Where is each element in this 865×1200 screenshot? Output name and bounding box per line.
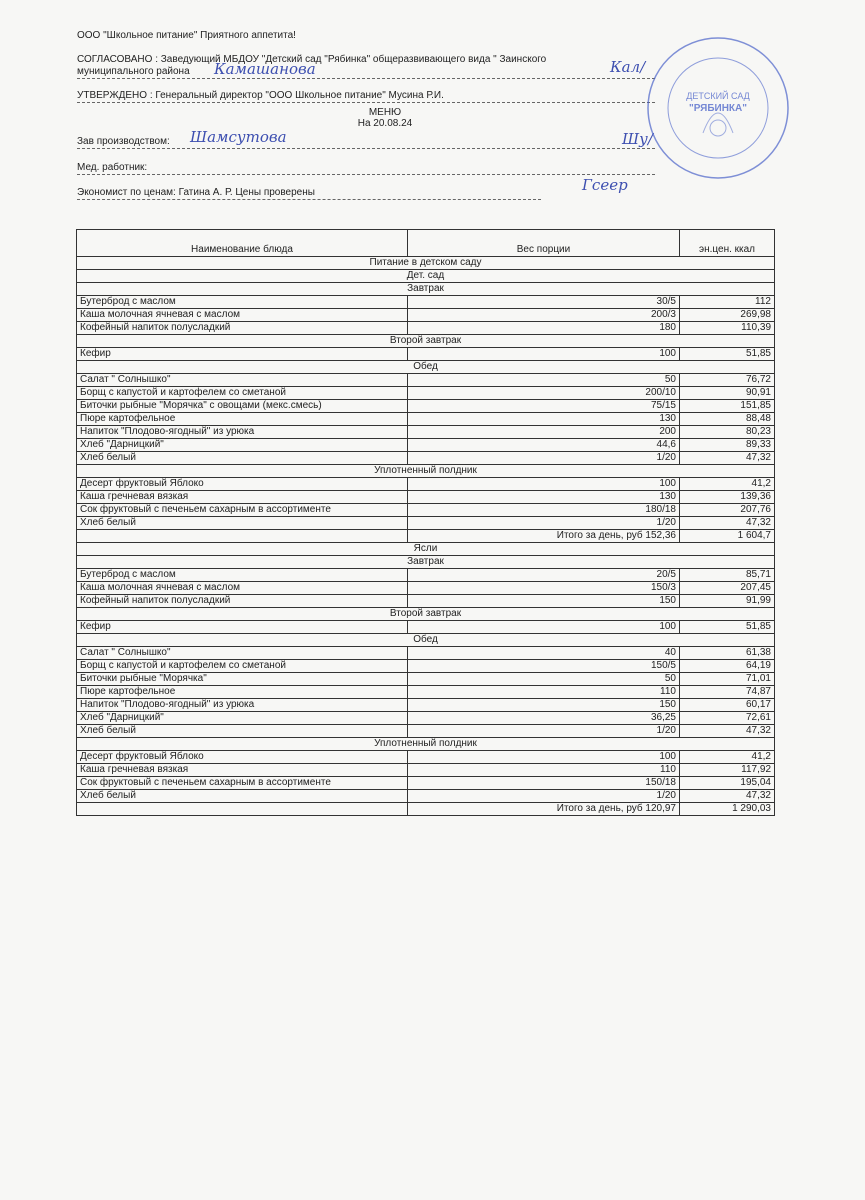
table-header-row xyxy=(77,230,775,257)
dish-name: Биточки рыбные "Морячка" xyxy=(77,673,408,686)
dish-name: Хлеб белый xyxy=(77,790,408,803)
portion-weight: 180 xyxy=(408,322,680,335)
dish-name: Кофейный напиток полусладкий xyxy=(77,595,408,608)
portion-weight: 200/10 xyxy=(408,387,680,400)
production-underline xyxy=(77,148,655,149)
approved-underline xyxy=(77,102,655,103)
menu-title: МЕНЮ xyxy=(368,107,402,118)
table-row xyxy=(77,712,775,725)
dish-name: Биточки рыбные "Морячка" с овощами (мекс.смесь) xyxy=(77,400,408,413)
table-row xyxy=(77,374,775,387)
section-label: Питание в детском саду xyxy=(77,257,775,270)
table-row xyxy=(77,621,775,634)
section-row xyxy=(77,543,775,556)
dish-name: Борщ с капустой и картофелем со сметаной xyxy=(77,387,408,400)
total-row xyxy=(77,803,775,816)
energy-kcal: 51,85 xyxy=(680,348,775,361)
total-kcal: 1 604,7 xyxy=(680,530,775,543)
table-row xyxy=(77,322,775,335)
energy-kcal: 151,85 xyxy=(680,400,775,413)
dish-name: Каша молочная ячневая с маслом xyxy=(77,309,408,322)
portion-weight: 1/20 xyxy=(408,725,680,738)
total-spacer xyxy=(77,803,408,816)
medical-underline xyxy=(77,174,655,175)
dish-name: Сок фруктовый с печеньем сахарным в ассортименте xyxy=(77,777,408,790)
dish-name: Хлеб "Дарницкий" xyxy=(77,712,408,725)
energy-kcal: 139,36 xyxy=(680,491,775,504)
dish-name: Каша гречневая вязкая xyxy=(77,491,408,504)
section-row xyxy=(77,283,775,296)
portion-weight: 150/18 xyxy=(408,777,680,790)
energy-kcal: 72,61 xyxy=(680,712,775,725)
menu-table xyxy=(76,229,775,816)
column-header-dish: Наименование блюда xyxy=(77,230,408,257)
section-row xyxy=(77,608,775,621)
approved-line: УТВЕРЖДЕНО : Генеральный директор "ООО Школьное питание" Мусина Р.И. xyxy=(77,90,444,101)
table-row xyxy=(77,491,775,504)
energy-kcal: 195,04 xyxy=(680,777,775,790)
dish-name: Хлеб "Дарницкий" xyxy=(77,439,408,452)
portion-weight: 1/20 xyxy=(408,517,680,530)
dish-name: Пюре картофельное xyxy=(77,686,408,699)
stamp-seal-icon xyxy=(643,33,793,183)
energy-kcal: 41,2 xyxy=(680,478,775,491)
dish-name: Хлеб белый xyxy=(77,452,408,465)
energy-kcal: 71,01 xyxy=(680,673,775,686)
economist-line: Экономист по ценам: Гатина А. Р. Цены проверены xyxy=(77,187,315,198)
section-row xyxy=(77,257,775,270)
energy-kcal: 91,99 xyxy=(680,595,775,608)
portion-weight: 50 xyxy=(408,374,680,387)
portion-weight: 40 xyxy=(408,647,680,660)
energy-kcal: 207,76 xyxy=(680,504,775,517)
table-row xyxy=(77,426,775,439)
energy-kcal: 60,17 xyxy=(680,699,775,712)
section-row xyxy=(77,335,775,348)
energy-kcal: 110,39 xyxy=(680,322,775,335)
table-row xyxy=(77,452,775,465)
dish-name: Хлеб белый xyxy=(77,517,408,530)
table-row xyxy=(77,309,775,322)
energy-kcal: 76,72 xyxy=(680,374,775,387)
dish-name: Борщ с капустой и картофелем со сметаной xyxy=(77,660,408,673)
section-label: Завтрак xyxy=(77,556,775,569)
portion-weight: 36,25 xyxy=(408,712,680,725)
energy-kcal: 269,98 xyxy=(680,309,775,322)
table-row xyxy=(77,595,775,608)
agreed-name-handwriting: Камашанова xyxy=(214,60,316,78)
agreed-line: СОГЛАСОВАНО : Заведующий МБДОУ "Детский сад "Рябинка" общеразвивающего вида " Заинского xyxy=(77,54,547,65)
section-label: Дет. сад xyxy=(77,270,775,283)
section-row xyxy=(77,361,775,374)
dish-name: Салат " Солнышко" xyxy=(77,647,408,660)
table-row xyxy=(77,400,775,413)
dish-name: Кофейный напиток полусладкий xyxy=(77,322,408,335)
dish-name: Каша молочная ячневая с маслом xyxy=(77,582,408,595)
table-row xyxy=(77,387,775,400)
agreed-signature: Кал/ xyxy=(610,58,646,76)
dish-name: Кефир xyxy=(77,348,408,361)
section-label: Второй завтрак xyxy=(77,335,775,348)
portion-weight: 100 xyxy=(408,621,680,634)
table-row xyxy=(77,790,775,803)
table-row xyxy=(77,348,775,361)
energy-kcal: 88,48 xyxy=(680,413,775,426)
energy-kcal: 74,87 xyxy=(680,686,775,699)
energy-kcal: 51,85 xyxy=(680,621,775,634)
portion-weight: 44,6 xyxy=(408,439,680,452)
section-row xyxy=(77,634,775,647)
economist-signature: Гсеер xyxy=(582,176,628,194)
section-label: Обед xyxy=(77,361,775,374)
portion-weight: 150 xyxy=(408,699,680,712)
energy-kcal: 117,92 xyxy=(680,764,775,777)
dish-name: Салат " Солнышко" xyxy=(77,374,408,387)
production-signature: Шу/ xyxy=(622,130,653,148)
energy-kcal: 112 xyxy=(680,296,775,309)
section-row xyxy=(77,465,775,478)
table-row xyxy=(77,751,775,764)
portion-weight: 110 xyxy=(408,764,680,777)
portion-weight: 100 xyxy=(408,478,680,491)
table-row xyxy=(77,504,775,517)
table-row xyxy=(77,647,775,660)
table-row xyxy=(77,582,775,595)
section-row xyxy=(77,738,775,751)
table-row xyxy=(77,517,775,530)
stamp-name: ДЕТСКИЙ САД xyxy=(686,91,750,101)
portion-weight: 130 xyxy=(408,491,680,504)
portion-weight: 180/18 xyxy=(408,504,680,517)
energy-kcal: 47,32 xyxy=(680,517,775,530)
dish-name: Сок фруктовый с печеньем сахарным в ассортименте xyxy=(77,504,408,517)
energy-kcal: 47,32 xyxy=(680,452,775,465)
production-head-label: Зав производством: xyxy=(77,136,170,147)
table-row xyxy=(77,569,775,582)
table-row xyxy=(77,413,775,426)
dish-name: Хлеб белый xyxy=(77,725,408,738)
portion-weight: 150/5 xyxy=(408,660,680,673)
total-spacer xyxy=(77,530,408,543)
section-label: Второй завтрак xyxy=(77,608,775,621)
portion-weight: 150/3 xyxy=(408,582,680,595)
agreed-underline xyxy=(77,78,655,79)
medical-label: Мед. работник: xyxy=(77,162,148,173)
production-name-handwriting: Шамсутова xyxy=(190,128,287,146)
section-row xyxy=(77,270,775,283)
portion-weight: 150 xyxy=(408,595,680,608)
table-row xyxy=(77,764,775,777)
dish-name: Каша гречневая вязкая xyxy=(77,764,408,777)
energy-kcal: 47,32 xyxy=(680,725,775,738)
section-label: Ясли xyxy=(77,543,775,556)
total-row xyxy=(77,530,775,543)
portion-weight: 100 xyxy=(408,751,680,764)
agreed-line-2: муниципального района xyxy=(77,66,190,77)
portion-weight: 130 xyxy=(408,413,680,426)
menu-table-body xyxy=(77,257,775,816)
section-label: Уплотненный полдник xyxy=(77,465,775,478)
portion-weight: 110 xyxy=(408,686,680,699)
section-label: Завтрак xyxy=(77,283,775,296)
dish-name: Напиток "Плодово-ягодный" из урюка xyxy=(77,426,408,439)
portion-weight: 50 xyxy=(408,673,680,686)
table-row xyxy=(77,296,775,309)
energy-kcal: 85,71 xyxy=(680,569,775,582)
energy-kcal: 90,91 xyxy=(680,387,775,400)
economist-underline xyxy=(77,199,541,200)
section-label: Уплотненный полдник xyxy=(77,738,775,751)
dish-name: Напиток "Плодово-ягодный" из урюка xyxy=(77,699,408,712)
portion-weight: 1/20 xyxy=(408,790,680,803)
dish-name: Бутерброд с маслом xyxy=(77,569,408,582)
energy-kcal: 41,2 xyxy=(680,751,775,764)
table-row xyxy=(77,777,775,790)
portion-weight: 200/3 xyxy=(408,309,680,322)
table-row xyxy=(77,478,775,491)
energy-kcal: 64,19 xyxy=(680,660,775,673)
dish-name: Десерт фруктовый Яблоко xyxy=(77,478,408,491)
table-row xyxy=(77,439,775,452)
table-row xyxy=(77,660,775,673)
portion-weight: 100 xyxy=(408,348,680,361)
total-label: Итого за день, руб 120,97 xyxy=(408,803,680,816)
column-header-kcal: эн.цен. ккал xyxy=(680,230,775,257)
energy-kcal: 89,33 xyxy=(680,439,775,452)
energy-kcal: 80,23 xyxy=(680,426,775,439)
portion-weight: 75/15 xyxy=(408,400,680,413)
dish-name: Пюре картофельное xyxy=(77,413,408,426)
stamp-org: "РЯБИНКА" xyxy=(688,103,748,114)
section-row xyxy=(77,556,775,569)
dish-name: Бутерброд с маслом xyxy=(77,296,408,309)
total-kcal: 1 290,03 xyxy=(680,803,775,816)
company-line: ООО "Школьное питание" Приятного аппетита! xyxy=(77,30,296,41)
table-row xyxy=(77,725,775,738)
menu-date: На 20.08.24 xyxy=(357,118,413,129)
section-label: Обед xyxy=(77,634,775,647)
energy-kcal: 207,45 xyxy=(680,582,775,595)
table-row xyxy=(77,686,775,699)
total-label: Итого за день, руб 152,36 xyxy=(408,530,680,543)
portion-weight: 200 xyxy=(408,426,680,439)
dish-name: Кефир xyxy=(77,621,408,634)
table-row xyxy=(77,673,775,686)
portion-weight: 30/5 xyxy=(408,296,680,309)
energy-kcal: 47,32 xyxy=(680,790,775,803)
energy-kcal: 61,38 xyxy=(680,647,775,660)
column-header-weight: Вес порции xyxy=(408,230,680,257)
portion-weight: 20/5 xyxy=(408,569,680,582)
portion-weight: 1/20 xyxy=(408,452,680,465)
dish-name: Десерт фруктовый Яблоко xyxy=(77,751,408,764)
table-row xyxy=(77,699,775,712)
